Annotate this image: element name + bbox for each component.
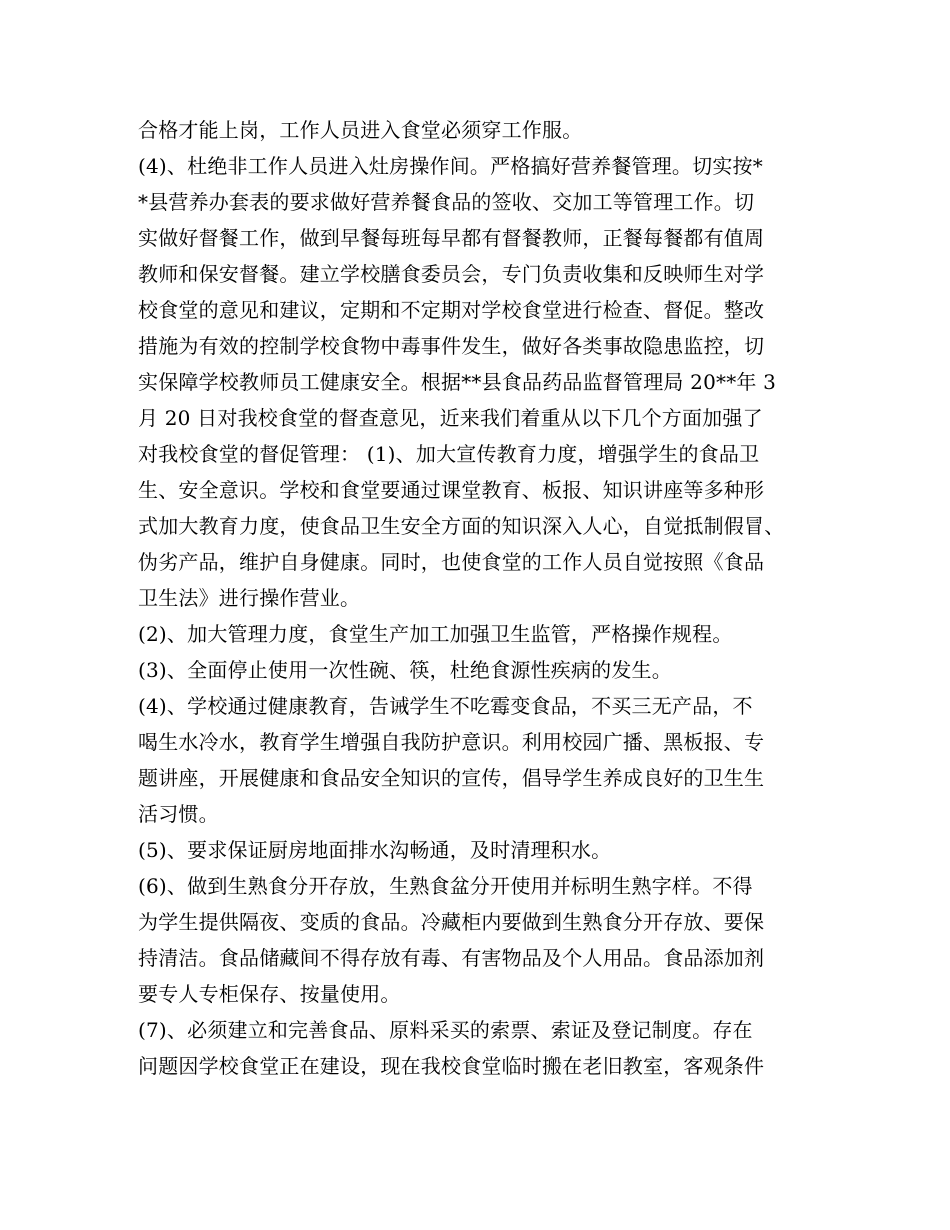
text-line: 式加大教育力度，使食品卫生安全方面的知识深入人心，自觉抵制假冒、 bbox=[138, 514, 785, 538]
text-line: (5)、要求保证厨房地面排水沟畅通，及时清理积水。 bbox=[138, 838, 612, 862]
text-line: 措施为有效的控制学校食物中毒事件发生，做好各类事故隐患监控，切 bbox=[138, 334, 765, 358]
text-line: 喝生水冷水，教育学生增强自我防护意识。利用校园广播、黑板报、专 bbox=[138, 730, 765, 754]
text-line: 生、安全意识。学校和食堂要通过课堂教育、板报、知识讲座等多种形 bbox=[138, 478, 765, 502]
text-line: 持清洁。食品储藏间不得存放有毒、有害物品及个人用品。食品添加剂 bbox=[138, 946, 765, 970]
document-body bbox=[138, 112, 828, 1084]
text-line: 合格才能上岗，工作人员进入食堂必须穿工作服。 bbox=[138, 118, 583, 142]
text-line: 对我校食堂的督促管理： (1)、加大宣传教育力度，增强学生的食品卫 bbox=[138, 442, 760, 466]
text-line: 实做好督餐工作，做到早餐每班每早都有督餐教师，正餐每餐都有值周 bbox=[138, 226, 765, 250]
text-line: (7)、必须建立和完善食品、原料采买的索票、索证及登记制度。存在 bbox=[138, 1018, 753, 1042]
text-line: 问题因学校食堂正在建设，现在我校食堂临时搬在老旧教室，客观条件 bbox=[138, 1054, 765, 1078]
text-line: 要专人专柜保存、按量使用。 bbox=[138, 982, 401, 1006]
text-line: (2)、加大管理力度，食堂生产加工加强卫生监管，严格操作规程。 bbox=[138, 622, 733, 646]
text-line: (6)、做到生熟食分开存放，生熟食盆分开使用并标明生熟字样。不得 bbox=[138, 874, 753, 898]
text-line: (4)、学校通过健康教育，告诫学生不吃霉变食品，不买三无产品，不 bbox=[138, 694, 753, 718]
text-line: 伪劣产品，维护自身健康。同时，也使食堂的工作人员自觉按照《食品 bbox=[138, 550, 765, 574]
text-line: 为学生提供隔夜、变质的食品。冷藏柜内要做到生熟食分开存放、要保 bbox=[138, 910, 765, 934]
text-line: 实保障学校教师员工健康安全。根据**县食品药品监督管理局 20**年 3 bbox=[138, 370, 777, 394]
text-line: 卫生法》进行操作营业。 bbox=[138, 586, 361, 610]
text-line: 题讲座，开展健康和食品安全知识的宣传，倡导学生养成良好的卫生生 bbox=[138, 766, 765, 790]
text-line: 活习惯。 bbox=[138, 802, 219, 826]
text-line: 月 20 日对我校食堂的督查意见，近来我们着重从以下几个方面加强了 bbox=[138, 406, 763, 430]
text-line: 教师和保安督餐。建立学校膳食委员会，专门负责收集和反映师生对学 bbox=[138, 262, 765, 286]
text-line: 校食堂的意见和建议，定期和不定期对学校食堂进行检查、督促。整改 bbox=[138, 298, 765, 322]
text-line: (3)、全面停止使用一次性碗、筷，杜绝食源性疾病的发生。 bbox=[138, 658, 672, 682]
text-line: *县营养办套表的要求做好营养餐食品的签收、交加工等管理工作。切 bbox=[138, 190, 755, 214]
text-line: (4)、杜绝非工作人员进入灶房操作间。严格搞好营养餐管理。切实按* bbox=[138, 154, 763, 178]
